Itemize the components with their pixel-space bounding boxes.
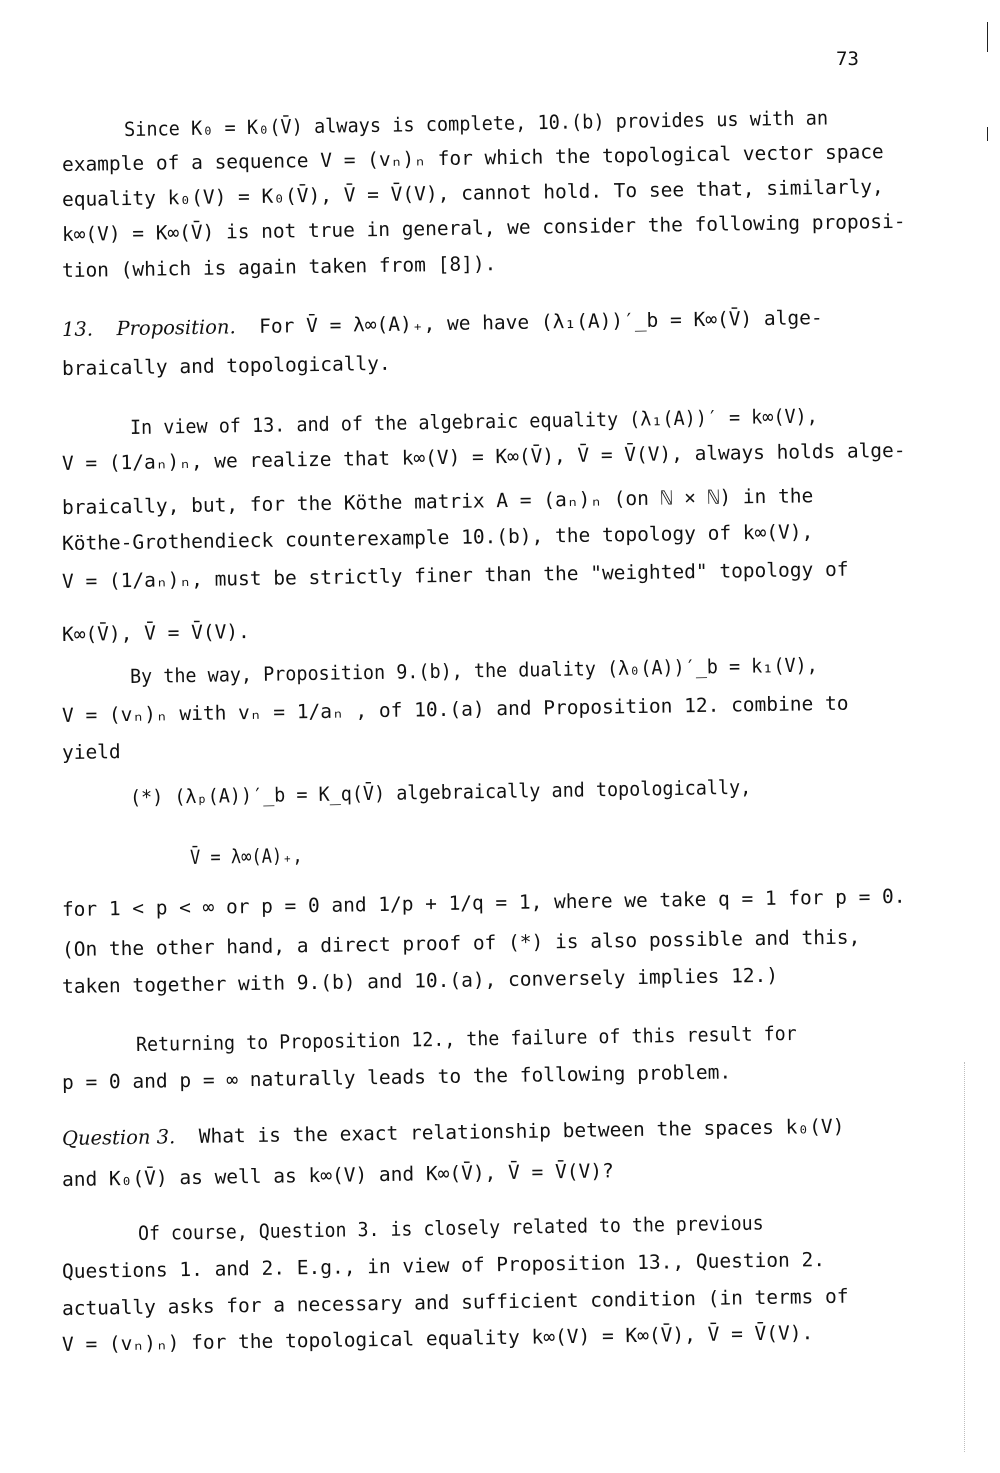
text-line: V = (vₙ)ₙ) for the topological equality k∞(V) = K∞(V̄), V̄ = V̄(V). (61, 1321, 814, 1356)
text-line: V = (vₙ)ₙ with vₙ = 1/aₙ , of 10.(a) and Proposition 12. combine to (61, 691, 849, 727)
text-line: taken together with 9.(b) and 10.(a), conversely implies 12.) (61, 963, 779, 998)
text-line: k∞(V) = K∞(V̄) is not true in general, we consider the following proposi- (61, 209, 906, 246)
text-line: Since K₀ = K₀(V̄) always is complete, 10.(b) provides us with an (123, 106, 829, 141)
text-line: Questions 1. and 2. E.g., in view of Proposition 13., Question 2. (61, 1248, 826, 1283)
text-line: V = (1/aₙ)ₙ, must be strictly finer than the "weighted" topology of (61, 557, 849, 593)
text-line: for 1 < p < ∞ or p = 0 and 1/p + 1/q = 1, where we take q = 1 for p = 0. (61, 884, 906, 921)
text-line: V = (1/aₙ)ₙ, we realize that k∞(V) = K∞(V̄), V̄ = V̄(V), always holds alge- (61, 438, 906, 475)
text-line: tion (which is again taken from [8]). (61, 252, 497, 282)
text-line: In view of 13. and of the algebraic equality (λ₁(A))′ = k∞(V), (129, 404, 818, 439)
proposition-number: 13. (61, 317, 94, 341)
text-line: actually asks for a necessary and sufficient condition (in terms of (61, 1284, 849, 1320)
text-line: Of course, Question 3. is closely related to the previous (137, 1211, 764, 1245)
page-number: 73 (836, 48, 859, 70)
text-line: What is the exact relationship between the spaces k₀(V) (198, 1114, 845, 1148)
scan-edge-mark (987, 127, 988, 141)
text-line: braically, but, for the Köthe matrix A = (aₙ)ₙ (on ℕ × ℕ) in the (61, 484, 814, 519)
text-line: Köthe-Grothendieck counterexample 10.(b), the topology of k∞(V), (61, 520, 814, 555)
text-line: For V̄ = λ∞(A)₊, we have (λ₁(A))′_b = K∞(V̄) alge- (258, 306, 823, 338)
text-line: Returning to Proposition 12., the failure of this result for (135, 1021, 797, 1056)
display-formula: V̄ = λ∞(A)₊, (189, 843, 303, 869)
text-line: (On the other hand, a direct proof of (*) is also possible and this, (61, 925, 861, 961)
scan-edge-mark (987, 22, 988, 52)
text-line: braically and topologically. (61, 351, 391, 380)
text-line: By the way, Proposition 9.(b), the duality (λ₀(A))′_b = k₁(V), (129, 653, 818, 688)
proposition-heading: Proposition. (116, 315, 236, 341)
text-line: yield (61, 740, 121, 764)
text-line: p = 0 and p = ∞ naturally leads to the following problem. (61, 1060, 732, 1094)
question-heading: Question 3. (61, 1125, 176, 1150)
scan-dotted-edge (964, 1062, 965, 1452)
text-line: equality k₀(V) = K₀(V̄), V̄ = V̄(V), cannot hold. To see that, similarly, (61, 175, 884, 211)
text-line: and K₀(V̄) as well as k∞(V) and K∞(V̄), V̄ = V̄(V)? (61, 1159, 614, 1191)
display-formula: (*) (λₚ(A))′_b = K_q(V̄) algebraically and topologically, (129, 775, 752, 809)
text-line: K∞(V̄), V̄ = V̄(V). (61, 620, 250, 646)
text-line: example of a sequence V = (vₙ)ₙ for which the topological vector space (61, 140, 884, 176)
